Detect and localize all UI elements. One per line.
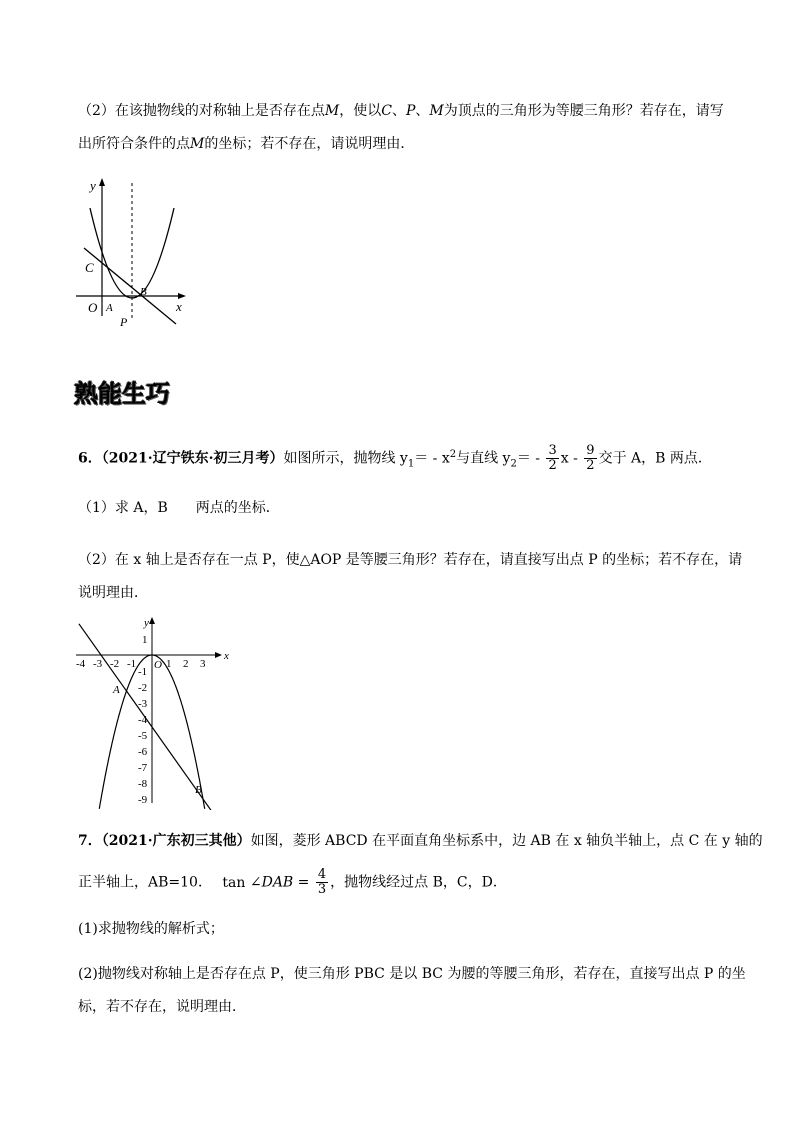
q6-frac-9-2: $\frac{9}{2}$	[586, 443, 595, 473]
q7-stem-line1: 7．（2021·广东初三其他）如图，菱形 ABCD 在平面直角坐标系中，边 AB 在 x 轴负半轴上，点 C 在 y 轴的	[78, 833, 763, 849]
q7-part2-line2: 标，若不存在，说明理由．	[78, 999, 246, 1015]
q6-x-arrow-icon	[215, 652, 222, 658]
q6-part2-line1: （2）在 x 轴上是否存在一点 P，使△AOP 是等腰三角形？若存在，请直接写出点 P 的坐标；若不存在，请	[78, 552, 743, 568]
q5-label-x: x	[176, 299, 182, 314]
q6-y-arrow-icon	[149, 617, 155, 624]
q6-y-tick-label: -5	[138, 730, 148, 742]
q5-part2-line1: （2）在该抛物线的对称轴上是否存在点M，使以C、P、M为顶点的三角形为等腰三角形？若存在，请写	[78, 103, 724, 119]
q7-part2-line1: (2)抛物线对称轴上是否存在点 P，使三角形 PBC 是以 BC 为腰的等腰三角形，若存在，直接写出点 P 的坐	[78, 966, 746, 982]
q6-x-tick-label: -2	[110, 658, 120, 670]
q6-y-tick-label: -8	[138, 778, 148, 790]
q5-label-A: A	[106, 302, 113, 314]
q5-label-P: P	[120, 315, 128, 329]
q7-part1: (1)求抛物线的解析式；	[78, 921, 224, 937]
q5-label-C: C	[85, 260, 94, 275]
q6-part2-line2: 说明理由．	[78, 585, 148, 601]
q7-stem-line2: 正半轴上，AB=10． tan ∠DAB = $\frac{4}{3}$ ，抛物线经过点 B，C，D．	[78, 867, 507, 897]
q6-y-tick-label: -1	[138, 666, 148, 678]
q6-x-tick-label: -3	[93, 658, 103, 670]
q6-figure	[70, 615, 230, 810]
q6-y-tick-label: -6	[138, 746, 148, 758]
q6-frac-3-2: $\frac{3}{2}$	[548, 443, 557, 473]
q6-y-tick-label: 1	[142, 634, 148, 646]
q6-x-tick-label: -1	[127, 658, 137, 670]
q6-x-tick-label: 2	[183, 658, 189, 670]
q6-y-tick-label: -7	[138, 762, 148, 774]
q5-part2-line2: 出所符合条件的点M的坐标；若不存在，请说明理由．	[78, 136, 415, 152]
q5-line-CB	[84, 248, 176, 324]
q6-part1: （1）求 A，B 两点的坐标．	[78, 500, 280, 516]
q7-frac-4-3: $\frac{4}{3}$	[317, 867, 327, 897]
q6-x-tick-label: 3	[200, 658, 206, 670]
q6-label-x: x	[224, 650, 229, 662]
q6-y-tick-label: -4	[138, 714, 148, 726]
q6-label-O: O	[154, 659, 162, 671]
q5-y-arrow-icon	[99, 178, 105, 186]
q6-x-tick-label: 1	[166, 658, 172, 670]
q6-label-y: y	[144, 617, 149, 629]
q5-figure	[70, 178, 200, 330]
q6-label-B: B	[195, 784, 202, 796]
q5-label-y: y	[90, 178, 96, 193]
q6-stem: 6．（2021·辽宁铁东·初三月考）如图所示，抛物线 $y_1= - x^2$与直线 $y_2=$ - $\frac{3}{2}$ x - $\frac{9}{2}$ 交于 A，B 两点．	[78, 443, 712, 473]
q6-y-tick-label: -3	[138, 698, 148, 710]
q6-y-tick-label: -9	[138, 794, 148, 806]
q6-label-A: A	[113, 684, 120, 696]
section-title: 熟能生巧	[74, 380, 170, 408]
q6-x-tick-label: -4	[76, 658, 86, 670]
q6-y-tick-label: -2	[138, 682, 148, 694]
q5-label-B: B	[140, 286, 147, 298]
q5-label-O: O	[88, 300, 98, 315]
